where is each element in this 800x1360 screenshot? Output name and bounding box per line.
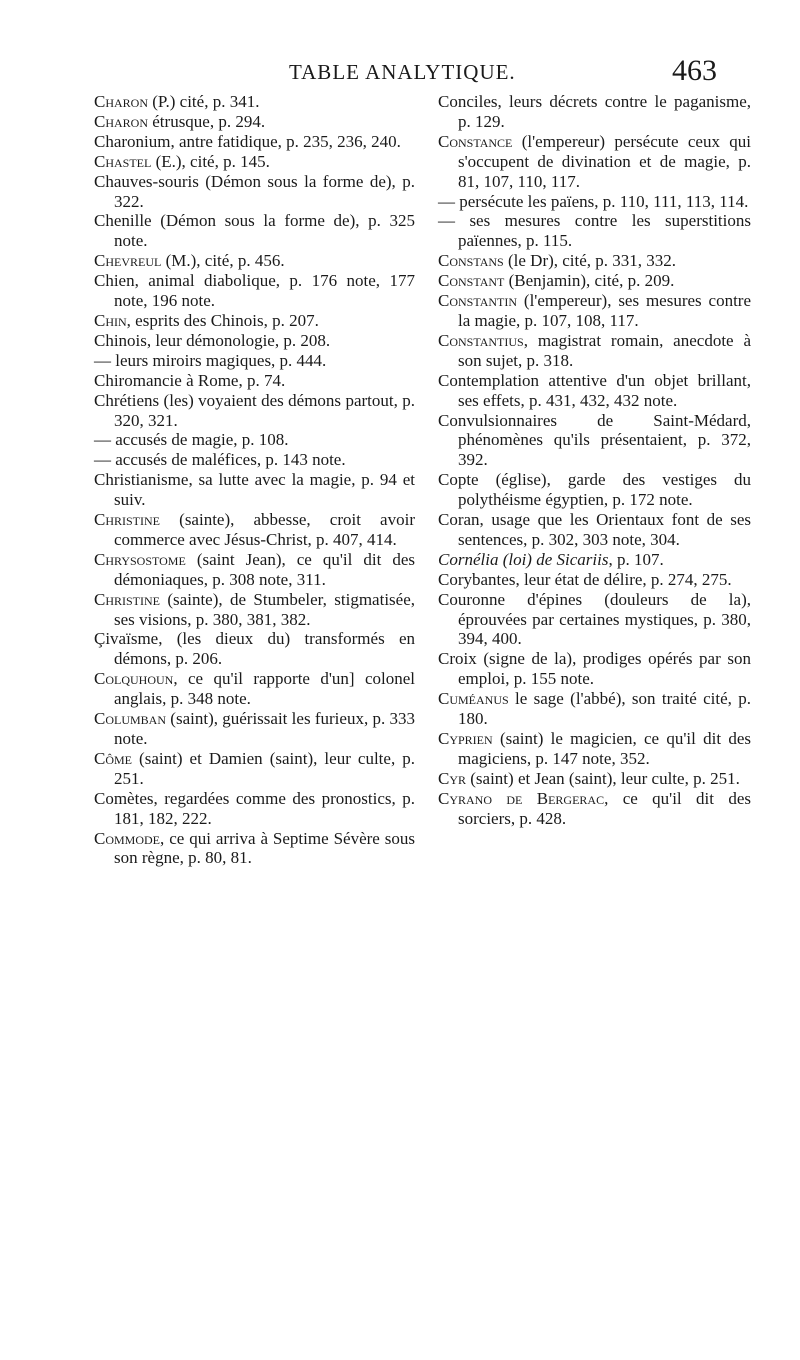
entry-heading: Couronne [438,589,506,609]
entry-heading: Constance [438,131,513,151]
entry-heading: Cyrano de Bergerac [438,788,605,808]
entry-heading: Coran [438,510,480,530]
index-entry [438,789,751,829]
entry-heading: Chastel [94,151,152,171]
entry-text: , p. 107. [608,549,664,569]
index-entry [94,152,415,172]
entry-text: d'épines (douleurs de la), éprouvées par certaines mystiques, p. 380, 394, 400. [458,589,751,649]
entry-text: à Rome, p. 74. [181,370,286,390]
index-entry [94,211,415,251]
index-entry [94,789,415,829]
entry-heading: Constantin [438,291,518,311]
entry-heading: Chien [94,271,135,291]
entry-text: (saint) et Damien (saint), leur culte, p. 251. [114,748,415,788]
entry-heading: Contemplation [438,370,540,390]
entry-text: , animal diabolique, p. 176 note, 177 note, 196 note. [114,271,415,311]
entry-text: , ce qui arriva à Septime Sévère sous son règne, p. 80, 81. [114,828,415,868]
index-entry [438,689,751,729]
entry-text: étrusque, p. 294. [148,111,266,131]
index-entry [438,371,751,411]
index-entry [438,92,751,132]
entry-heading: Croix [438,649,477,669]
index-entry [438,649,751,689]
entry-text: , esprits des Chinois, p. 207. [126,310,319,330]
entry-heading: Chin [94,310,127,330]
index-entry [438,331,751,371]
index-entry [438,590,751,650]
index-entry [438,570,751,590]
entry-text: (sainte), de Stumbeler, stigmatisée, ses visions, p. 380, 381, 382. [114,589,415,629]
index-entry [94,709,415,749]
index-entry [438,411,751,471]
entry-heading: Chrysostome [94,549,186,569]
entry-heading: Chiromancie [94,370,182,390]
entry-text: , ce qu'il rapporte d'un] colonel anglais, p. 348 note. [114,669,415,709]
entry-heading: Constans [438,251,504,271]
entry-text: (l'empereur), ses mesures contre la magie, p. 107, 108, 117. [458,291,751,330]
entry-text: (saint) le magicien, ce qu'il dit des magiciens, p. 147 note, 352. [458,729,751,768]
entry-heading: Christine [94,589,161,609]
index-entry [94,450,415,470]
entry-text: (P.) cité, p. 341. [148,92,260,111]
running-title: TABLE ANALYTIQUE. [289,60,516,84]
entry-text: , leurs décrets contre le paganisme, p. 129. [458,92,751,131]
entry-text: (saint Jean), ce qu'il dit des démoniaques, p. 308 note, 311. [114,549,415,589]
index-entry [94,172,415,212]
page-number: 463 [672,54,717,87]
entry-text: (l'empereur) persécute ceux qui s'occupent de divination et de magie, p. 81, 107, 110, 117. [458,131,751,191]
index-entry [94,669,415,709]
entry-heading: Chenille [94,211,152,231]
entry-text: , leur démonologie, p. 208. [146,330,331,350]
entry-text: , magistrat romain, anecdote à son sujet, p. 318. [458,330,751,370]
entry-heading: Convulsionnaires [438,410,557,430]
entry-text: (Démon sous la forme de), p. 322. [114,171,415,211]
entry-heading: Cuméanus [438,689,509,709]
entry-heading: Charon [94,92,149,111]
entry-heading: Christine [94,510,161,530]
entry-heading: Constantius [438,330,524,350]
index-entry [438,769,751,789]
entry-text: , ce qu'il dit des sorciers, p. 428. [458,788,751,828]
index-entry [438,291,751,331]
index-entry [94,470,415,510]
index-column-left [94,92,415,868]
index-entry [438,550,751,570]
index-entry [94,430,415,450]
entry-heading: — ses mesures contre les superstitions païennes, p. 115. [438,211,751,251]
entry-heading: Conciles [438,92,498,111]
index-entry [94,371,415,391]
entry-text: (les) voyaient des démons partout, p. 320, 321. [114,390,415,430]
entry-text: le sage (l'abbé), son traité cité, p. 180. [458,689,751,729]
entry-heading: Charon [94,111,149,131]
index-entry [438,192,751,212]
entry-heading: — leurs miroirs magiques, p. 444. [94,350,327,370]
entry-text: , (les dieux du) transformés en démons, p. 206. [114,629,415,669]
entry-heading: Cyprien [438,729,493,748]
entry-heading: Charonium [94,131,171,151]
entry-text: , leur état de délire, p. 274, 275. [515,569,732,589]
entry-heading: Corybantes [438,569,516,589]
index-entry [94,351,415,371]
entry-text: , antre fatidique, p. 235, 236, 240. [170,131,401,151]
entry-heading: Commode [94,828,161,848]
index-entry [94,749,415,789]
index-entry [94,251,415,271]
index-entry [94,590,415,630]
entry-text: (église), garde des vestiges du polythéisme égyptien, p. 172 note. [458,470,751,510]
entry-text: , regardées comme des pronostics, p. 181, 182, 222. [114,788,415,828]
entry-text: attentive d'un objet brillant, ses effets, p. 431, 432, 432 note. [458,370,751,410]
entry-heading: Chauves-souris [94,171,199,191]
index-entry [94,829,415,869]
entry-text: (M.), cité, p. 456. [161,251,285,271]
index-entry [94,311,415,331]
entry-text: (saint) et Jean (saint), leur culte, p. 251. [466,768,740,788]
entry-heading: Côme [94,748,133,768]
index-entry [438,271,751,291]
entry-heading: Cornélia (loi) de Sicariis [438,549,609,569]
index-entry [94,629,415,669]
index-entry [94,112,415,132]
entry-text: (Démon sous la forme de), p. 325 note. [114,211,415,251]
entry-text: (signe de la), prodiges opérés par son emploi, p. 155 note. [458,649,751,689]
index-entry [438,211,751,251]
entry-text: (saint), guérissait les furieux, p. 333 note. [114,709,415,748]
index-entry [438,132,751,192]
index-entry [94,550,415,590]
entry-text: (le Dr), cité, p. 331, 332. [503,251,677,271]
entry-heading: Constant [438,271,505,291]
index-entry [438,251,751,271]
entry-heading: — accusés de magie, p. 108. [94,430,289,450]
index-column-right [438,92,751,829]
entry-heading: — persécute les païens, p. 110, 111, 113, 114. [438,191,749,211]
entry-text: (Benjamin), cité, p. 209. [504,271,675,291]
index-entry [438,470,751,510]
index-entry [94,92,415,112]
entry-text: de Saint-Médard, phénomènes qu'ils présentaient, p. 372, 392. [458,410,751,470]
entry-heading: — accusés de maléfices, p. 143 note. [94,450,346,470]
entry-heading: Chinois [94,330,147,350]
entry-heading: Çivaïsme [94,629,159,649]
entry-heading: Colquhoun [94,669,174,689]
index-entry [94,132,415,152]
entry-heading: Comètes [94,788,154,808]
index-entry [94,271,415,311]
index-entry [438,510,751,550]
entry-heading: Chrétiens [94,390,160,410]
index-entry [94,391,415,431]
entry-text: , usage que les Orientaux font de ses sentences, p. 302, 303 note, 304. [458,510,751,549]
index-entry [94,331,415,351]
entry-heading: Copte [438,470,479,490]
entry-heading: Christianisme [94,470,189,490]
entry-heading: Cyr [438,768,467,788]
index-entry [94,510,415,550]
index-entry [438,729,751,769]
entry-heading: Columban [94,709,167,729]
entry-text: (E.), cité, p. 145. [151,151,270,171]
entry-text: , sa lutte avec la magie, p. 94 et suiv. [114,470,415,510]
entry-text: (sainte), abbesse, croit avoir commerce avec Jésus-Christ, p. 407, 414. [114,510,415,549]
entry-heading: Chevreul [94,251,162,271]
